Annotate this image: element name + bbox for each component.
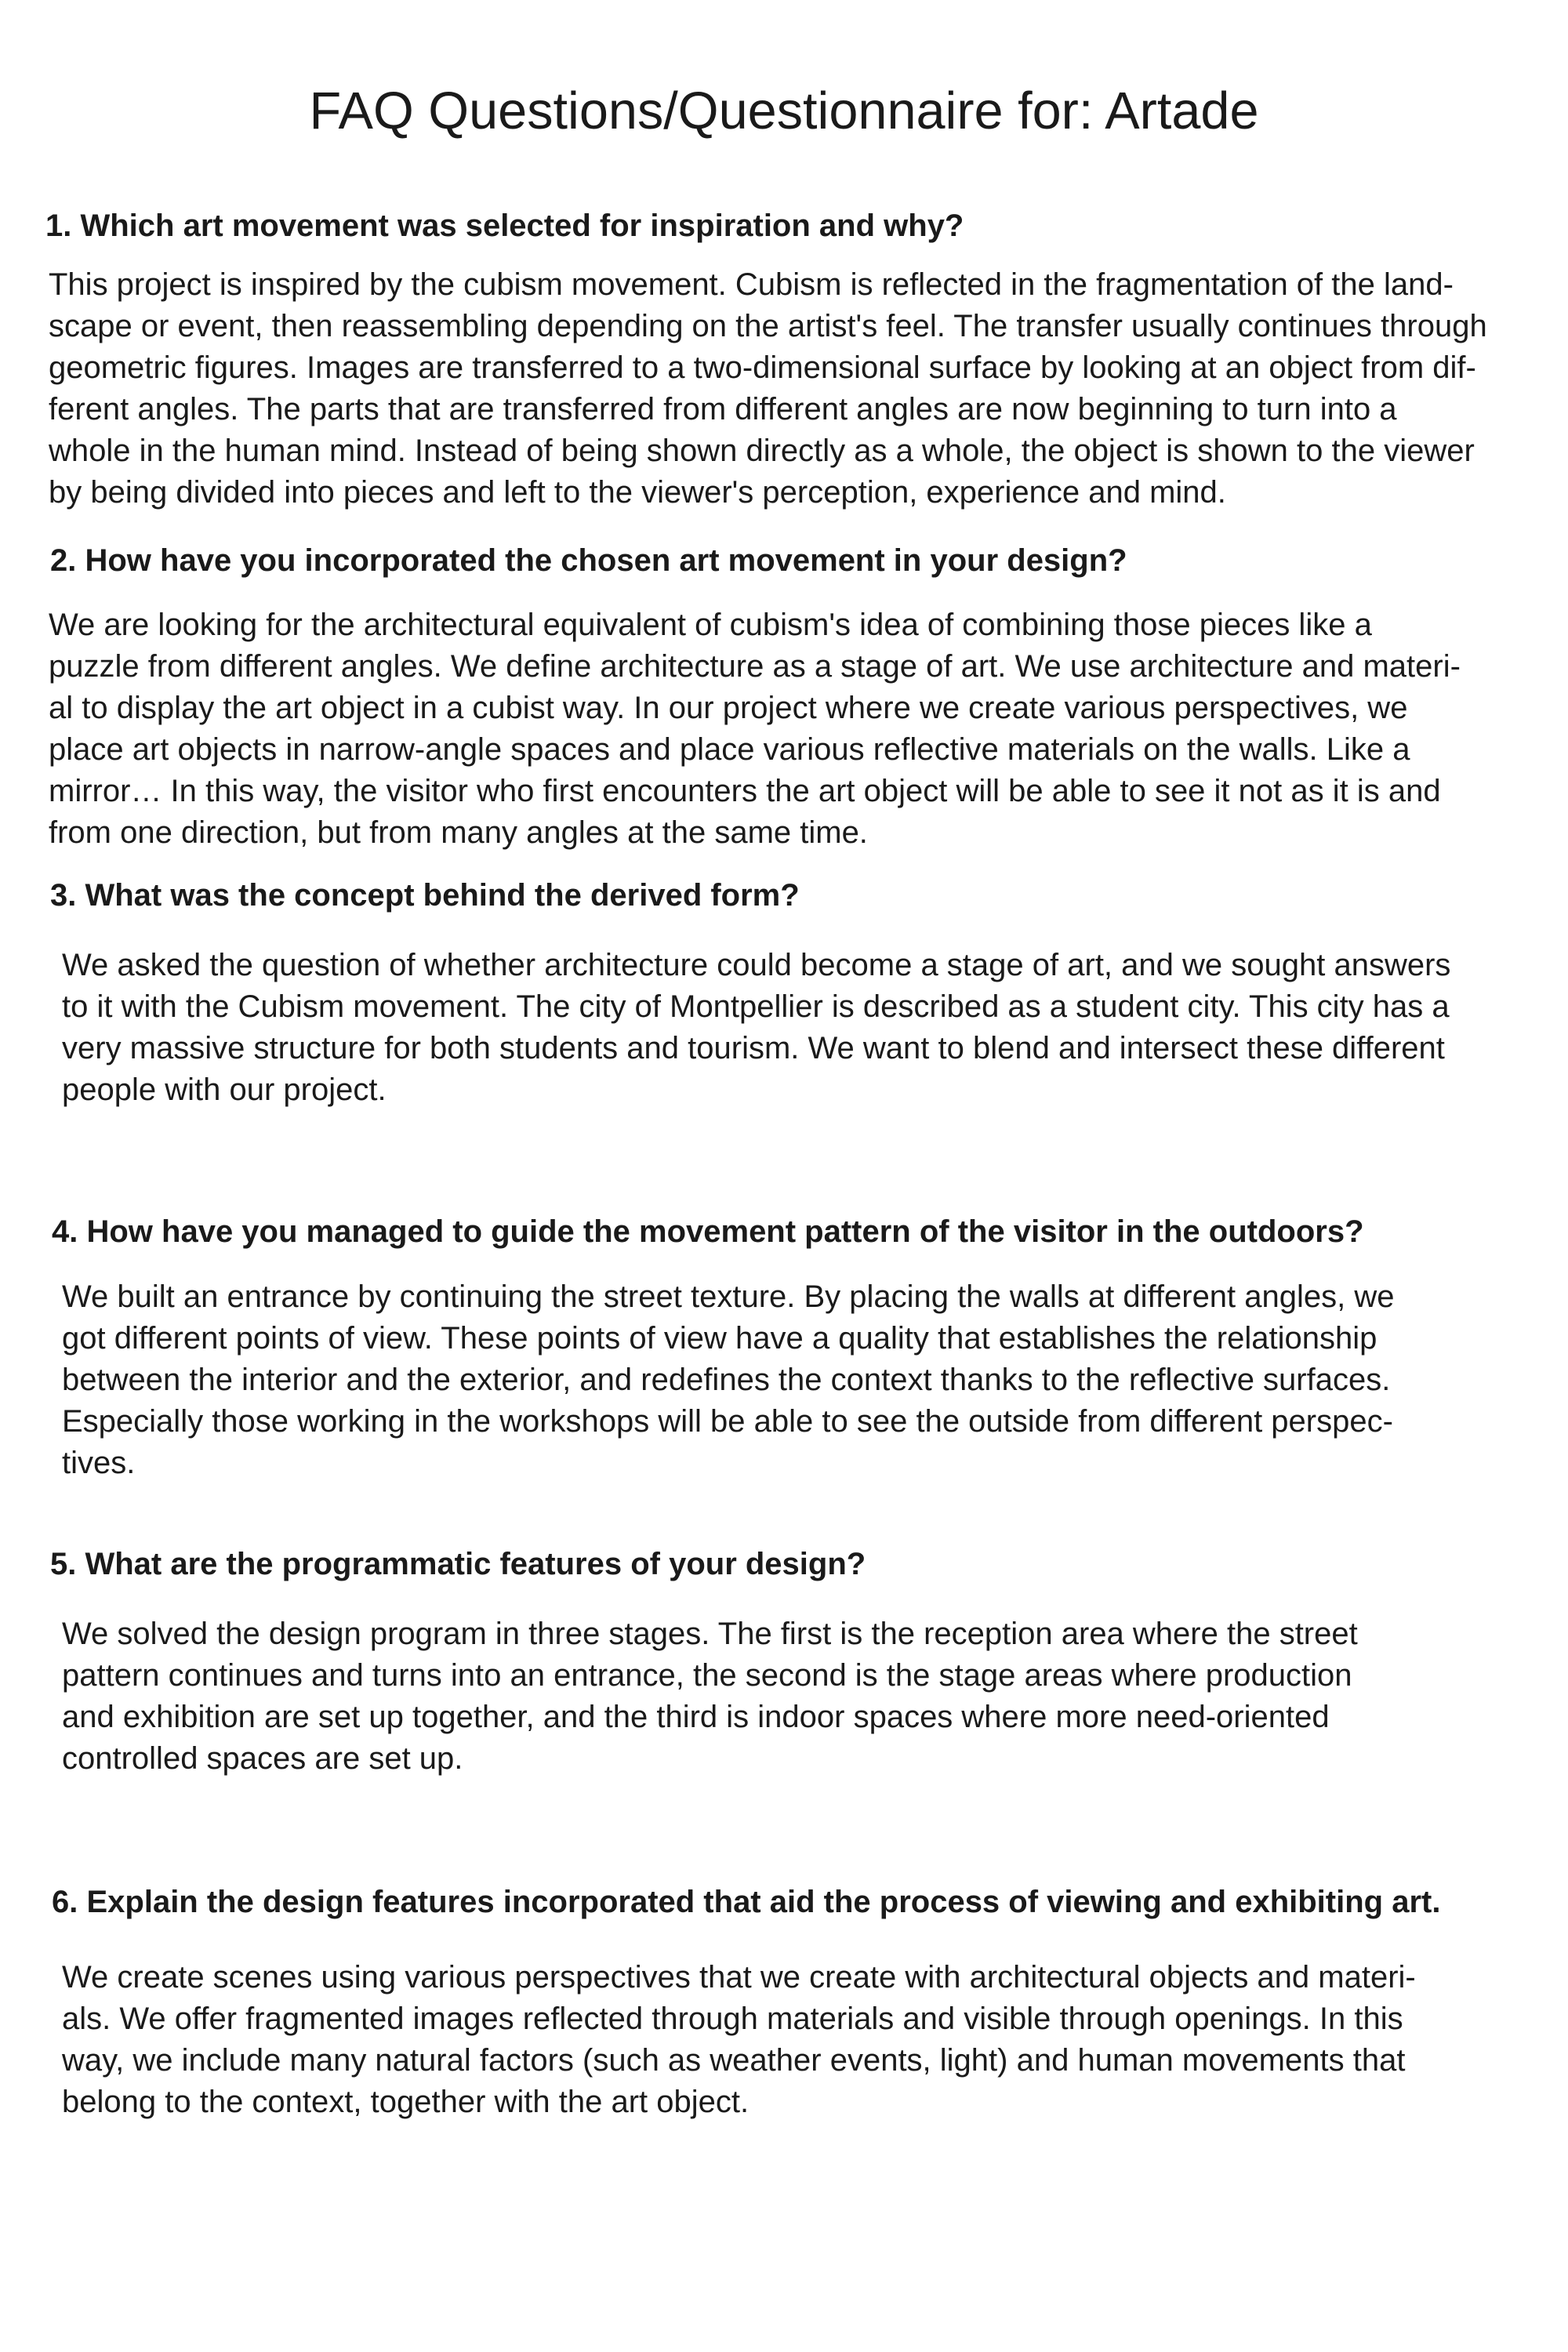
answer-line: We solved the design program in three stages. The first is the reception area where the street — [62, 1617, 1358, 1651]
answer-line: ferent angles. The parts that are transferred from different angles are now beginning to turn into a — [49, 392, 1397, 426]
answer-line: puzzle from different angles. We define architecture as a stage of art. We use architecture and materi- — [49, 649, 1461, 684]
answer-line: and exhibition are set up together, and the third is indoor spaces where more need-oriented — [62, 1700, 1330, 1734]
faq-answer — [49, 604, 1461, 854]
answer-line: from one direction, but from many angles at the same time. — [49, 815, 868, 850]
faq-answer — [49, 264, 1487, 514]
answer-line: Especially those working in the workshops will be able to see the outside from different perspec- — [62, 1404, 1393, 1439]
answer-line: people with our project. — [62, 1073, 387, 1107]
faq-answer — [62, 1613, 1358, 1780]
answer-line: We asked the question of whether architecture could become a stage of art, and we sought answers — [62, 948, 1451, 982]
answer-line: tives. — [62, 1446, 136, 1480]
answer-line: place art objects in narrow-angle spaces and place various reflective materials on the walls. Like a — [49, 732, 1410, 767]
answer-line: mirror… In this way, the visitor who first encounters the art object will be able to see it not as it is and — [49, 774, 1441, 808]
answer-line: whole in the human mind. Instead of being shown directly as a whole, the object is shown to the viewer — [49, 434, 1475, 468]
faq-question: 6. Explain the design features incorporated that aid the process of viewing and exhibiting art. — [52, 1885, 1441, 1919]
answer-line: al to display the art object in a cubist way. In our project where we create various perspectives, we — [49, 691, 1408, 725]
faq-question: 2. How have you incorporated the chosen art movement in your design? — [50, 543, 1127, 578]
faq-question: 4. How have you managed to guide the movement pattern of the visitor in the outdoors? — [52, 1214, 1364, 1249]
faq-question: 5. What are the programmatic features of your design? — [50, 1547, 866, 1581]
answer-line: pattern continues and turns into an entrance, the second is the stage areas where production — [62, 1658, 1352, 1693]
answer-line: geometric figures. Images are transferred to a two-dimensional surface by looking at an object from dif- — [49, 350, 1476, 385]
faq-answer — [62, 945, 1450, 1111]
answer-line: controlled spaces are set up. — [62, 1741, 463, 1776]
answer-line: between the interior and the exterior, and redefines the context thanks to the reflective surfaces. — [62, 1363, 1391, 1397]
answer-line: scape or event, then reassembling depending on the artist's feel. The transfer usually continues through — [49, 309, 1487, 343]
answer-line: very massive structure for both students and tourism. We want to blend and intersect these different — [62, 1031, 1445, 1065]
page-title: FAQ Questions/Questionnaire for: Artade — [309, 82, 1259, 140]
answer-line: We are looking for the architectural equivalent of cubism's idea of combining those pieces like a — [49, 608, 1372, 642]
faq-question: 3. What was the concept behind the derived form? — [50, 878, 800, 913]
faq-answer — [62, 1276, 1395, 1484]
faq-answer — [62, 1957, 1416, 2123]
answer-line: got different points of view. These points of view have a quality that establishes the relationship — [62, 1321, 1377, 1356]
faq-question: 1. Which art movement was selected for inspiration and why? — [45, 209, 964, 243]
answer-line: belong to the context, together with the art object. — [62, 2085, 750, 2119]
answer-line: als. We offer fragmented images reflected through materials and visible through openings. In this — [62, 2002, 1403, 2036]
answer-line: This project is inspired by the cubism movement. Cubism is reflected in the fragmentation of the land- — [49, 267, 1454, 302]
answer-line: We built an entrance by continuing the street texture. By placing the walls at different angles, we — [62, 1279, 1395, 1314]
answer-line: We create scenes using various perspectives that we create with architectural objects and materi- — [62, 1960, 1416, 1994]
answer-line: to it with the Cubism movement. The city of Montpellier is described as a student city. This city has a — [62, 989, 1450, 1024]
answer-line: way, we include many natural factors (such as weather events, light) and human movements that — [62, 2043, 1406, 2078]
answer-line: by being divided into pieces and left to the viewer's perception, experience and mind. — [49, 475, 1226, 510]
